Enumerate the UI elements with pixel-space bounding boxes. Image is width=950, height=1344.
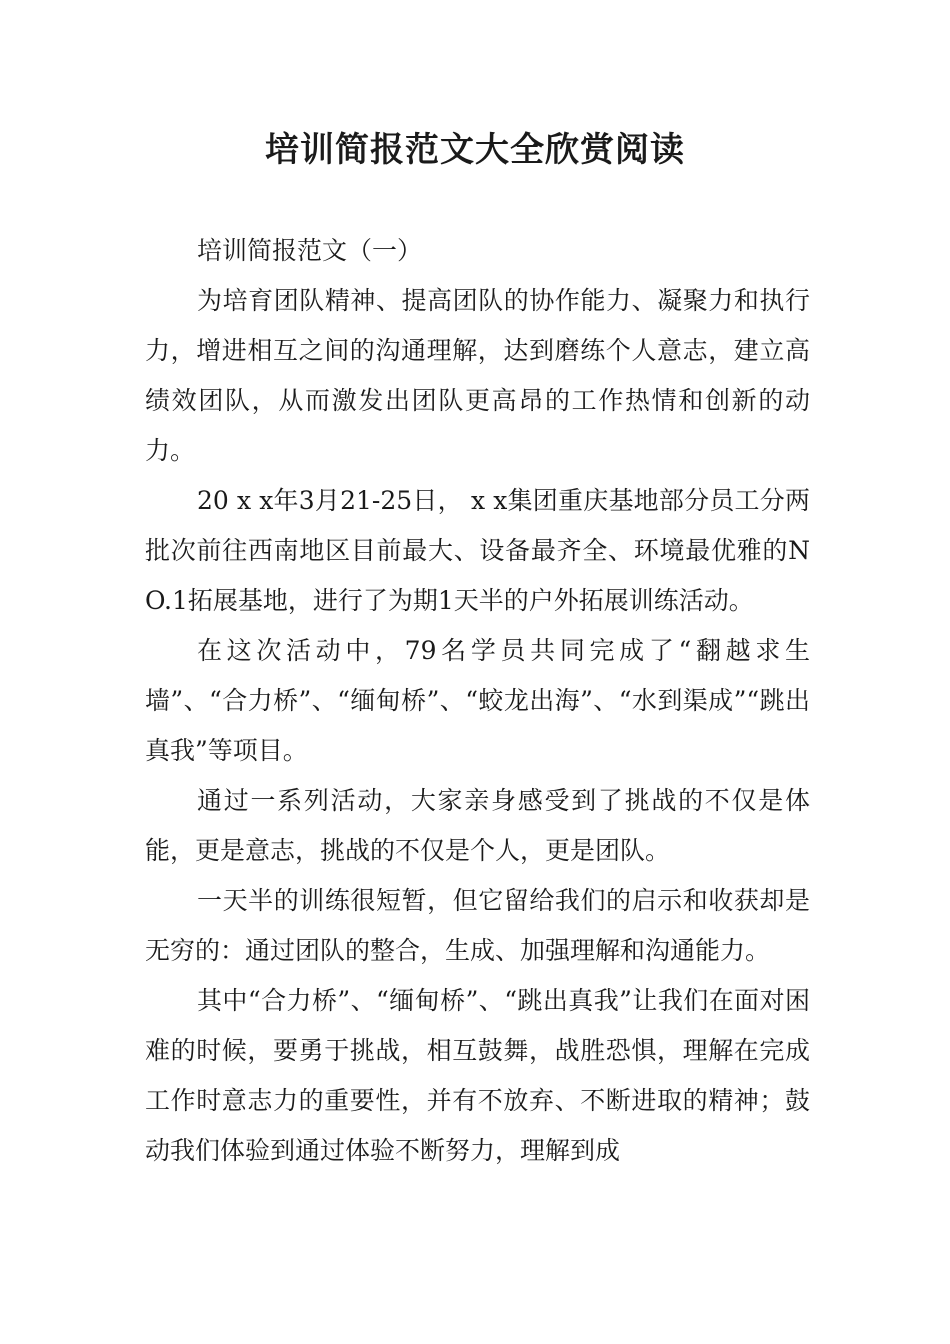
paragraph-projects: 其中“合力桥”、“缅甸桥”、“跳出真我”让我们在面对困难的时候，要勇于挑战，相互鼓舞，战胜恐惧，理解在完成工作时意志力的重要性，并有不放弃、不断进取的精神；鼓动我们体验到通过体验不断努力，理解到成 — [145, 986, 810, 1165]
paragraph-gains: 一天半的训练很短暂，但它留给我们的启示和收获却是无穷的：通过团队的整合，生成、加强理解和沟通能力。 — [145, 886, 810, 965]
paragraph-event: 20 x x年3月21-25日， x x集团重庆基地部分员工分两批次前往西南地区目前最大、设备最齐全、环境最优雅的NO.1拓展基地，进行了为期1天半的户外拓展训练活动。 — [145, 486, 810, 615]
document-title: 培训简报范文大全欣赏阅读 — [265, 130, 685, 170]
paragraph-intro: 为培育团队精神、提高团队的协作能力、凝聚力和执行力，增进相互之间的沟通理解，达到磨练个人意志，建立高绩效团队，从而激发出团队更高昂的工作热情和创新的动力。 — [145, 286, 810, 465]
section-heading: 培训简报范文（一） — [197, 236, 423, 265]
document-body — [145, 226, 810, 1176]
paragraph-activities: 在这次活动中，79名学员共同完成了“翻越求生墙”、“合力桥”、“缅甸桥”、“蛟龙出海”、“水到渠成”“跳出真我”等项目。 — [145, 636, 810, 765]
paragraph-experience: 通过一系列活动，大家亲身感受到了挑战的不仅是体能，更是意志，挑战的不仅是个人，更是团队。 — [145, 786, 810, 865]
